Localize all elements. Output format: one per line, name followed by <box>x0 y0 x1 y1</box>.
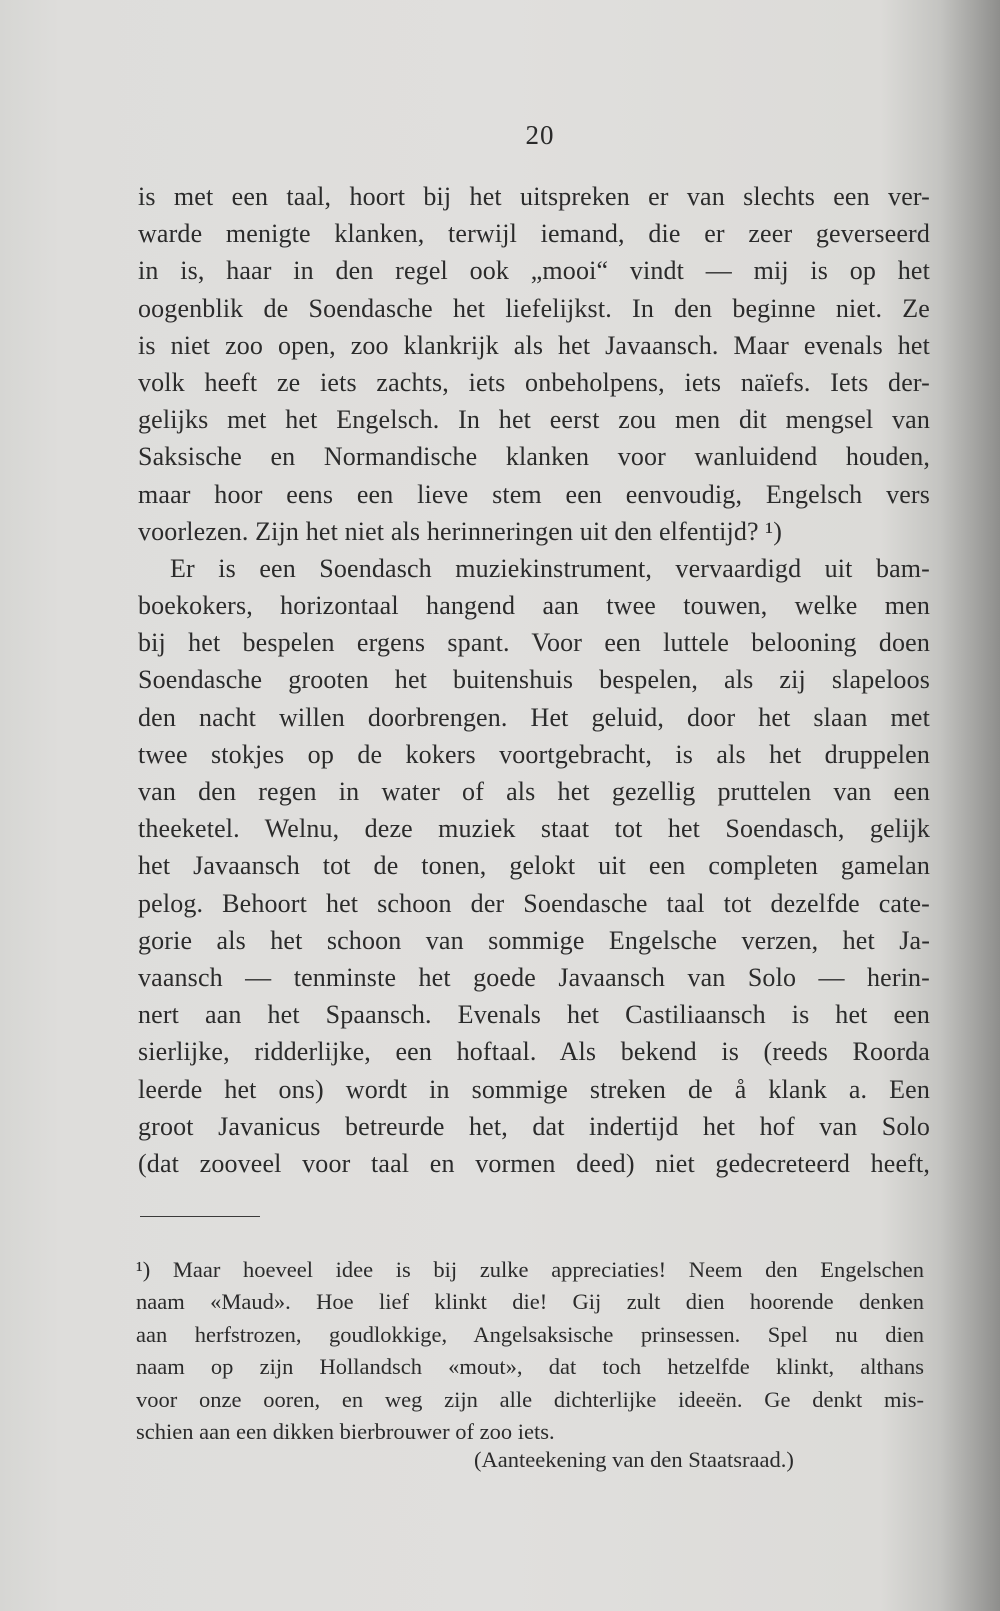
text-line: Saksische en Normandische klanken voor wanluidend houden, <box>138 442 930 472</box>
text-line: maar hoor eens een lieve stem een eenvoudig, Engelsch vers <box>138 479 930 509</box>
footnote-line: ¹) Maar hoeveel idee is bij zulke appreciaties! Neem den Engelschen <box>136 1257 924 1282</box>
text-line: vaansch — tenminste het goede Javaansch van Solo — herin- <box>138 962 930 992</box>
footnote-line: naam «Maud». Hoe lief klinkt die! Gij zult dien hoorende denken <box>136 1289 924 1315</box>
text-line: gelijks met het Engelsch. In het eerst zou men dit mengsel van <box>138 405 930 435</box>
text-line: sierlijke, ridderlijke, een hoftaal. Als bekend is (reeds Roorda <box>138 1037 930 1067</box>
footnote-attribution: (Aanteekening van den Staatsraad.) <box>474 1447 794 1472</box>
text-line: leerde het ons) wordt in sommige streken de å klank a. Een <box>138 1074 930 1104</box>
text-line: theeketel. Welnu, deze muziek staat tot het Soendasch, gelijk <box>138 814 930 844</box>
footnote-line: aan herfstrozen, goudlokkige, Angelsaksische prinsessen. Spel nu dien <box>136 1321 924 1347</box>
footnote <box>136 1254 924 1448</box>
footnote-divider <box>140 1216 260 1217</box>
text-line: bij het bespelen ergens spant. Voor een luttele belooning doen <box>138 628 930 658</box>
text-line: volk heeft ze iets zachts, iets onbeholpens, iets naïefs. Iets der- <box>138 367 930 397</box>
text-line: warde menigte klanken, terwijl iemand, die er zeer geverseerd <box>138 219 930 249</box>
text-line: den nacht willen doorbrengen. Het geluid, door het slaan met <box>138 702 930 732</box>
text-line: Soendasche grooten het buitenshuis bespelen, als zij slapeloos <box>138 665 930 695</box>
footnote-line: naam op zijn Hollandsch «mout», dat toch hetzelfde klinkt, althans <box>136 1354 924 1380</box>
text-line: is niet zoo open, zoo klankrijk als het Javaansch. Maar evenals het <box>138 330 930 360</box>
text-line: in is, haar in den regel ook „mooi“ vindt — mij is op het <box>138 256 930 286</box>
text-line: pelog. Behoort het schoon der Soendasche taal tot dezelfde cate- <box>138 888 930 918</box>
footnote-line: voor onze ooren, en weg zijn alle dichterlijke ideeën. Ge denkt mis- <box>136 1386 924 1412</box>
text-line: gorie als het schoon van sommige Engelsche verzen, het Ja- <box>138 925 930 955</box>
text-line: groot Javanicus betreurde het, dat indertijd het hof van Solo <box>138 1111 930 1141</box>
text-line: (dat zooveel voor taal en vormen deed) niet gedecreteerd heeft, <box>138 1148 930 1178</box>
footnote-line: schien aan een dikken bierbrouwer of zoo iets. <box>136 1418 555 1444</box>
text-line: van den regen in water of als het gezellig pruttelen van een <box>138 777 930 806</box>
body-text <box>138 178 930 1182</box>
text-line: nert aan het Spaansch. Evenals het Castiliaansch is het een <box>138 1000 930 1030</box>
text-line: oogenblik de Soendasche het liefelijkst. In den beginne niet. Ze <box>138 293 930 323</box>
text-line: boekokers, horizontaal hangend aan twee touwen, welke men <box>138 591 930 621</box>
paragraph-start-line: Er is een Soendasch muziekinstrument, vervaardigd uit bam- <box>170 553 930 583</box>
paragraph-end-line: voorlezen. Zijn het niet als herinneringen uit den elfentijd? ¹) <box>138 516 783 546</box>
text-line: het Javaansch tot de tonen, gelokt uit een completen gamelan <box>138 851 930 881</box>
text-line: is met een taal, hoort bij het uitspreken er van slechts een ver- <box>138 182 930 211</box>
text-line: twee stokjes op de kokers voortgebracht, is als het druppelen <box>138 739 930 769</box>
page-number: 20 <box>525 120 555 150</box>
